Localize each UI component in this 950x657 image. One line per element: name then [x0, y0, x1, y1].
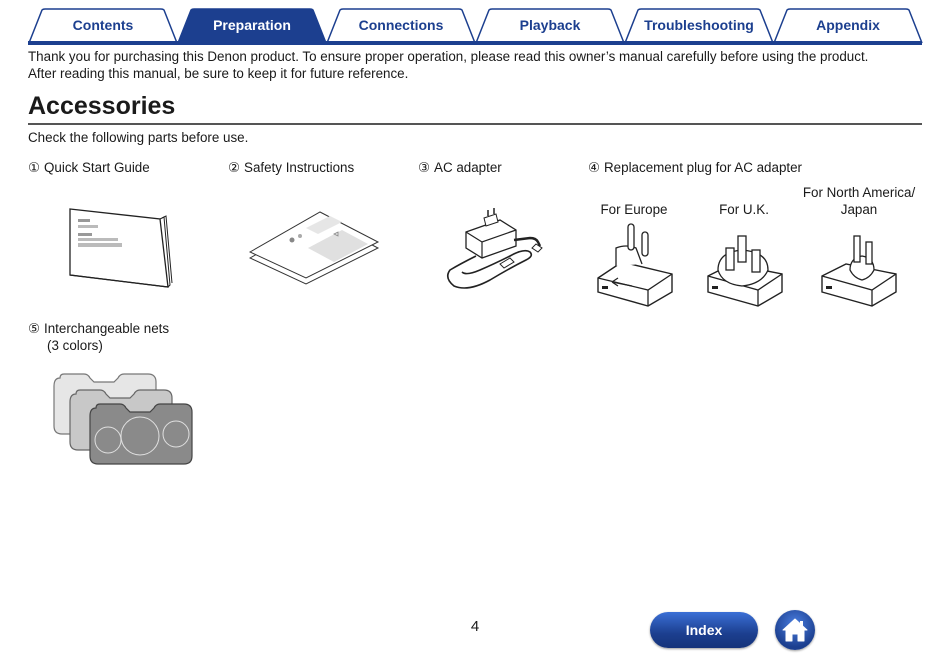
- intro-line-2: After reading this manual, be sure to keep it for future reference.: [28, 66, 409, 81]
- page-number: 4: [470, 618, 480, 635]
- page-title: Accessories: [28, 92, 176, 120]
- index-button-label: Index: [685, 622, 723, 638]
- item-ac-adapter: [418, 159, 502, 176]
- tab-preparation[interactable]: [177, 8, 327, 42]
- item-interchangeable-nets: [28, 320, 169, 354]
- item-label: Replacement plug for AC adapter: [604, 160, 803, 175]
- item-label-sub: (3 colors): [47, 338, 103, 353]
- north-america-plug-illustration: [816, 232, 902, 308]
- tab-contents[interactable]: [28, 8, 178, 42]
- tab-label: Contents: [72, 17, 134, 33]
- intro-text: [28, 48, 928, 82]
- item-number: ②: [228, 160, 241, 175]
- item-label: Safety Instructions: [244, 160, 355, 175]
- sheets-illustration: [246, 208, 382, 288]
- uk-plug-illustration: [702, 230, 788, 308]
- item-safety-instructions: [228, 159, 354, 176]
- index-button[interactable]: [650, 612, 758, 648]
- home-icon: [781, 617, 809, 643]
- tab-label: Playback: [519, 17, 581, 33]
- title-divider: [28, 123, 922, 125]
- tab-troubleshooting[interactable]: [624, 8, 774, 42]
- section-subtitle: Check the following parts before use.: [28, 130, 249, 145]
- tab-divider: [28, 41, 922, 45]
- item-replacement-plug: [588, 159, 802, 176]
- item-number: ①: [28, 160, 41, 175]
- tab-appendix[interactable]: [773, 8, 923, 42]
- item-label: AC adapter: [434, 160, 502, 175]
- plug-label-north-america: [798, 184, 920, 218]
- booklet-illustration: [62, 205, 174, 293]
- tab-label: Connections: [358, 17, 444, 33]
- ac-adapter-illustration: [440, 208, 546, 294]
- intro-line-1: Thank you for purchasing this Denon product. To ensure proper operation, please read this owner’s manual carefully before using the product.: [28, 49, 869, 64]
- europe-plug-illustration: [592, 220, 678, 308]
- plug-label-na-line2: Japan: [840, 202, 878, 217]
- plug-label-uk: For U.K.: [719, 202, 769, 217]
- item-number: ③: [418, 160, 431, 175]
- item-quick-start-guide: [28, 159, 150, 176]
- tab-label: Troubleshooting: [644, 17, 754, 33]
- item-label: Interchangeable nets: [44, 321, 170, 336]
- item-number: ⑤: [28, 321, 41, 336]
- tab-playback[interactable]: [475, 8, 625, 42]
- tab-label: Preparation: [213, 17, 291, 33]
- item-label: Quick Start Guide: [44, 160, 150, 175]
- item-number: ④: [588, 160, 601, 175]
- plug-label-europe: For Europe: [600, 202, 668, 217]
- nets-illustration: [50, 368, 198, 470]
- home-button[interactable]: [775, 610, 815, 650]
- plug-label-na-line1: For North America/: [802, 185, 916, 200]
- tab-label: Appendix: [816, 17, 880, 33]
- tab-connections[interactable]: [326, 8, 476, 42]
